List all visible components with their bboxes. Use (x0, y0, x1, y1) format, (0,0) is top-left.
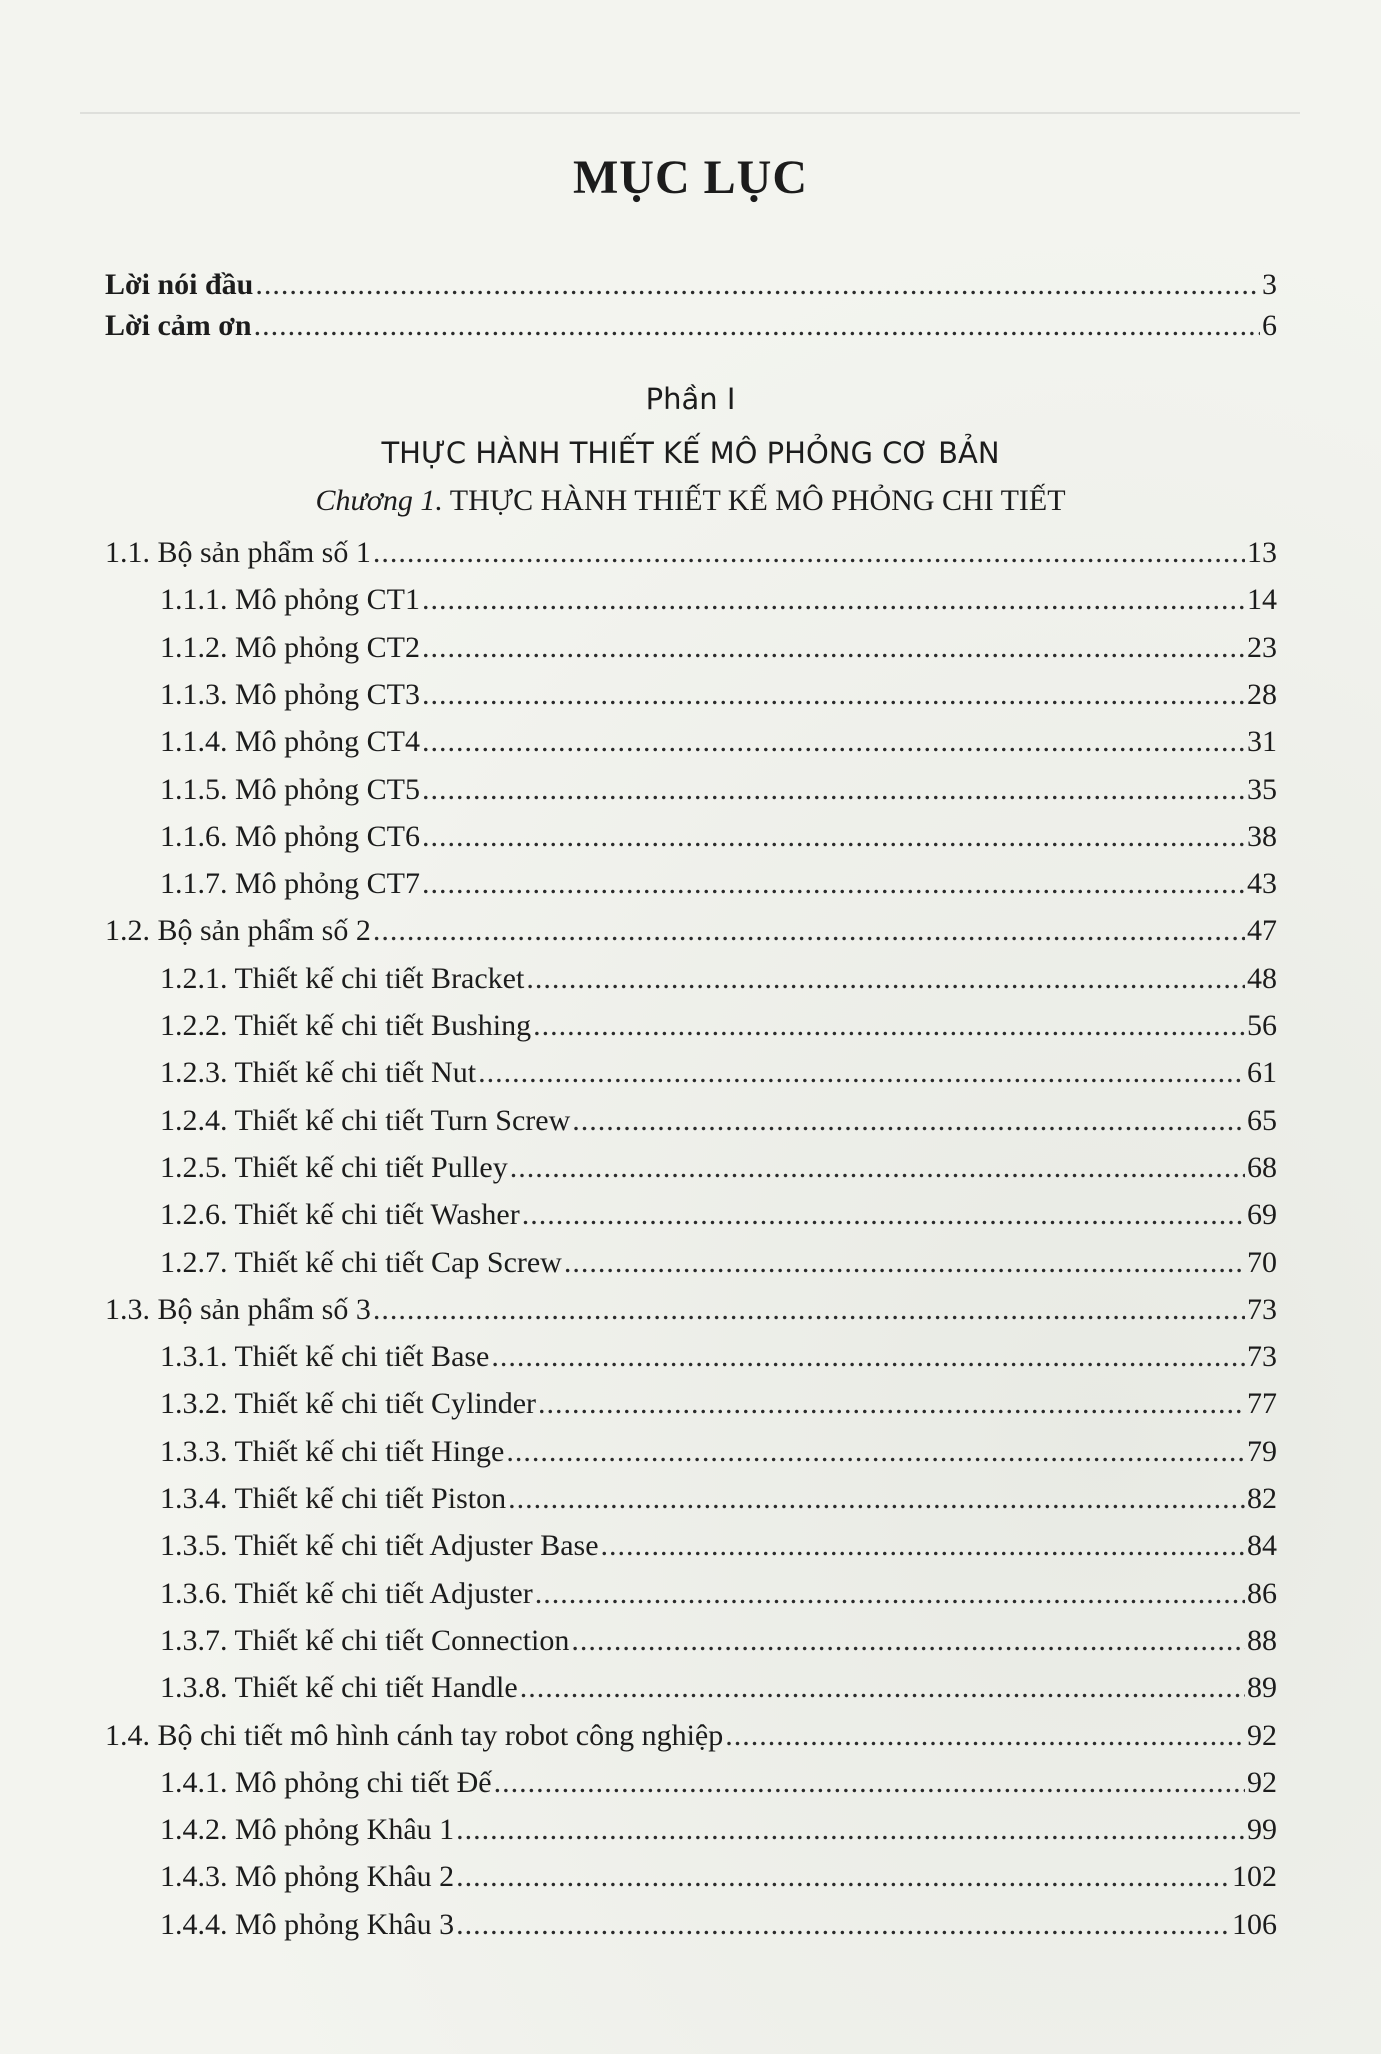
toc-entry-text: 1.2.3. Thiết kế chi tiết Nut (160, 1056, 477, 1089)
page-title: MỤC LỤC (573, 151, 808, 204)
toc-leader-dots (538, 1384, 1245, 1424)
toc-entry-text: 1.1.2. Mô phỏng CT2 (160, 631, 421, 664)
toc-leader-dots (510, 1148, 1245, 1188)
toc-entry-text: 1.1.7. Mô phỏng CT7 (160, 867, 421, 900)
toc-leader-dots (494, 1763, 1245, 1803)
toc-entry-text: 1.2.1. Thiết kế chi tiết Bracket (160, 962, 525, 995)
toc-page-number: 23 (1247, 631, 1277, 664)
toc-page-number: 6 (1262, 309, 1277, 342)
toc-subsection-item[interactable] (160, 1668, 1277, 1708)
toc-subsection-item[interactable] (160, 1053, 1277, 1093)
toc-entry-text: Lời cảm ơn (105, 309, 252, 342)
toc-leader-dots (422, 675, 1245, 715)
toc-page-number: 3 (1262, 268, 1277, 301)
toc-subsection-item[interactable] (160, 1148, 1277, 1188)
toc-page-number: 79 (1247, 1435, 1277, 1468)
toc-entry-text: 1.3.8. Thiết kế chi tiết Handle (160, 1671, 518, 1704)
toc-leader-dots (254, 306, 1260, 346)
toc-subsection-item[interactable] (160, 1621, 1277, 1661)
toc-subsection-item[interactable] (160, 628, 1277, 668)
toc-subsection-item[interactable] (160, 1006, 1277, 1046)
toc-subsection-item[interactable] (160, 1479, 1277, 1519)
toc-leader-dots (508, 1479, 1245, 1519)
toc-front-matter-item[interactable] (105, 265, 1277, 305)
toc-entry-text: 1.2.4. Thiết kế chi tiết Turn Screw (160, 1104, 571, 1137)
toc-leader-dots (535, 1574, 1245, 1614)
toc-leader-dots (373, 911, 1245, 951)
toc-leader-dots (572, 1101, 1245, 1141)
toc-entry-text: Lời nói đầu (105, 268, 254, 301)
toc-entry-text: 1.4.2. Mô phỏng Khâu 1 (160, 1813, 455, 1846)
toc-entry-text: 1.2.7. Thiết kế chi tiết Cap Screw (160, 1246, 562, 1279)
toc-page-number: 84 (1247, 1529, 1277, 1562)
toc-subsection-item[interactable] (160, 959, 1277, 999)
toc-subsection-item[interactable] (160, 1574, 1277, 1614)
toc-leader-dots (725, 1716, 1245, 1756)
toc-entry-text: 1.3.2. Thiết kế chi tiết Cylinder (160, 1387, 537, 1420)
toc-page-number: 68 (1247, 1151, 1277, 1184)
toc-entry-text: 1.1. Bộ sản phẩm số 1 (105, 536, 371, 569)
toc-leader-dots (564, 1243, 1245, 1283)
toc-page-number: 92 (1247, 1766, 1277, 1799)
toc-leader-dots (456, 1810, 1245, 1850)
toc-entry-text: 1.4.4. Mô phỏng Khâu 3 (160, 1908, 455, 1941)
toc-entry-text: 1.1.3. Mô phỏng CT3 (160, 678, 421, 711)
toc-page-number: 43 (1247, 867, 1277, 900)
toc-page-number: 47 (1247, 914, 1277, 947)
toc-subsection-item[interactable] (160, 1526, 1277, 1566)
toc-subsection-item[interactable] (160, 1243, 1277, 1283)
toc-page-number: 48 (1247, 962, 1277, 995)
toc-page-number: 28 (1247, 678, 1277, 711)
toc-entry-text: 1.3.7. Thiết kế chi tiết Connection (160, 1624, 570, 1657)
bleed-through-rule (80, 112, 1300, 114)
toc-section-item[interactable] (105, 533, 1277, 573)
toc-entry-text: 1.3.5. Thiết kế chi tiết Adjuster Base (160, 1529, 599, 1562)
toc-page-number: 77 (1247, 1387, 1277, 1420)
toc-page-number: 56 (1247, 1009, 1277, 1042)
toc-page-number: 69 (1247, 1198, 1277, 1231)
toc-entry-text: 1.4.1. Mô phỏng chi tiết Đế (160, 1766, 492, 1799)
toc-page-number: 61 (1247, 1056, 1277, 1089)
toc-page-number: 99 (1247, 1813, 1277, 1846)
toc-leader-dots (506, 1432, 1245, 1472)
toc-leader-dots (520, 1668, 1245, 1708)
toc-subsection-item[interactable] (160, 1384, 1277, 1424)
toc-leader-dots (422, 580, 1245, 620)
part-title: THỰC HÀNH THIẾT KẾ MÔ PHỎNG CƠ BẢN (381, 436, 1000, 470)
toc-subsection-item[interactable] (160, 817, 1277, 857)
toc-entry-text: 1.2.6. Thiết kế chi tiết Washer (160, 1198, 520, 1231)
toc-page-number: 89 (1247, 1671, 1277, 1704)
toc-leader-dots (601, 1526, 1245, 1566)
toc-leader-dots (533, 1006, 1245, 1046)
toc-page-number: 70 (1247, 1246, 1277, 1279)
toc-page-number: 73 (1247, 1340, 1277, 1373)
toc-section-item[interactable] (105, 1290, 1277, 1330)
toc-leader-dots (522, 1195, 1245, 1235)
toc-page-number: 86 (1247, 1577, 1277, 1610)
toc-subsection-item[interactable] (160, 770, 1277, 810)
toc-entry-text: 1.1.6. Mô phỏng CT6 (160, 820, 421, 853)
toc-entry-text: 1.3.4. Thiết kế chi tiết Piston (160, 1482, 507, 1515)
toc-subsection-item[interactable] (160, 1101, 1277, 1141)
toc-entry-text: 1.1.1. Mô phỏng CT1 (160, 583, 421, 616)
toc-subsection-item[interactable] (160, 580, 1277, 620)
toc-leader-dots (456, 1857, 1230, 1897)
toc-entry-text: 1.2. Bộ sản phẩm số 2 (105, 914, 371, 947)
toc-subsection-item[interactable] (160, 864, 1277, 904)
toc-leader-dots (373, 1290, 1245, 1330)
toc-subsection-item[interactable] (160, 1337, 1277, 1377)
toc-page-number: 73 (1247, 1293, 1277, 1326)
toc-page-number: 82 (1247, 1482, 1277, 1515)
toc-subsection-item[interactable] (160, 1905, 1277, 1945)
toc-subsection-item[interactable] (160, 1857, 1277, 1897)
toc-entry-text: 1.3.1. Thiết kế chi tiết Base (160, 1340, 490, 1373)
toc-page-number: 35 (1247, 773, 1277, 806)
toc-leader-dots (255, 265, 1260, 305)
chapter-heading (0, 484, 1381, 518)
toc-entry-text: 1.4. Bộ chi tiết mô hình cánh tay robot công nghiệp (105, 1719, 724, 1752)
toc-leader-dots (491, 1337, 1245, 1377)
toc-page-number: 14 (1247, 583, 1277, 616)
toc-entry-text: 1.3.3. Thiết kế chi tiết Hinge (160, 1435, 505, 1468)
toc-page-number: 88 (1247, 1624, 1277, 1657)
toc-entry-text: 1.1.4. Mô phỏng CT4 (160, 725, 421, 758)
toc-leader-dots (526, 959, 1245, 999)
toc-entry-text: 1.2.5. Thiết kế chi tiết Pulley (160, 1151, 508, 1184)
toc-front-matter-item[interactable] (105, 306, 1277, 346)
toc-leader-dots (422, 770, 1245, 810)
toc-entry-text: 1.4.3. Mô phỏng Khâu 2 (160, 1860, 455, 1893)
toc-entry-text: 1.2.2. Thiết kế chi tiết Bushing (160, 1009, 532, 1042)
toc-page-number: 65 (1247, 1104, 1277, 1137)
toc-subsection-item[interactable] (160, 1763, 1277, 1803)
toc-leader-dots (422, 817, 1245, 857)
toc-leader-dots (373, 533, 1245, 573)
toc-leader-dots (456, 1905, 1230, 1945)
toc-leader-dots (422, 722, 1245, 762)
toc-entry-text: 1.3. Bộ sản phẩm số 3 (105, 1293, 371, 1326)
chapter-title: THỰC HÀNH THIẾT KẾ MÔ PHỎNG CHI TIẾT (449, 484, 1066, 517)
toc-leader-dots (571, 1621, 1245, 1661)
toc-leader-dots (422, 628, 1245, 668)
toc-page-number: 106 (1232, 1908, 1277, 1941)
toc-page-number: 31 (1247, 725, 1277, 758)
toc-leader-dots (478, 1053, 1245, 1093)
toc-page-number: 102 (1232, 1860, 1277, 1893)
toc-subsection-item[interactable] (160, 1810, 1277, 1850)
toc-subsection-item[interactable] (160, 1195, 1277, 1235)
toc-page-number: 38 (1247, 820, 1277, 853)
toc-section-item[interactable] (105, 1716, 1277, 1756)
toc-subsection-item[interactable] (160, 1432, 1277, 1472)
chapter-label: Chương 1. (315, 484, 443, 517)
part-label: Phần I (645, 382, 736, 416)
toc-entry-text: 1.3.6. Thiết kế chi tiết Adjuster (160, 1577, 533, 1610)
toc-page-number: 13 (1247, 536, 1277, 569)
toc-leader-dots (422, 864, 1245, 904)
toc-subsection-item[interactable] (160, 675, 1277, 715)
toc-entry-text: 1.1.5. Mô phỏng CT5 (160, 773, 421, 806)
toc-subsection-item[interactable] (160, 722, 1277, 762)
toc-section-item[interactable] (105, 911, 1277, 951)
toc-page-number: 92 (1247, 1719, 1277, 1752)
